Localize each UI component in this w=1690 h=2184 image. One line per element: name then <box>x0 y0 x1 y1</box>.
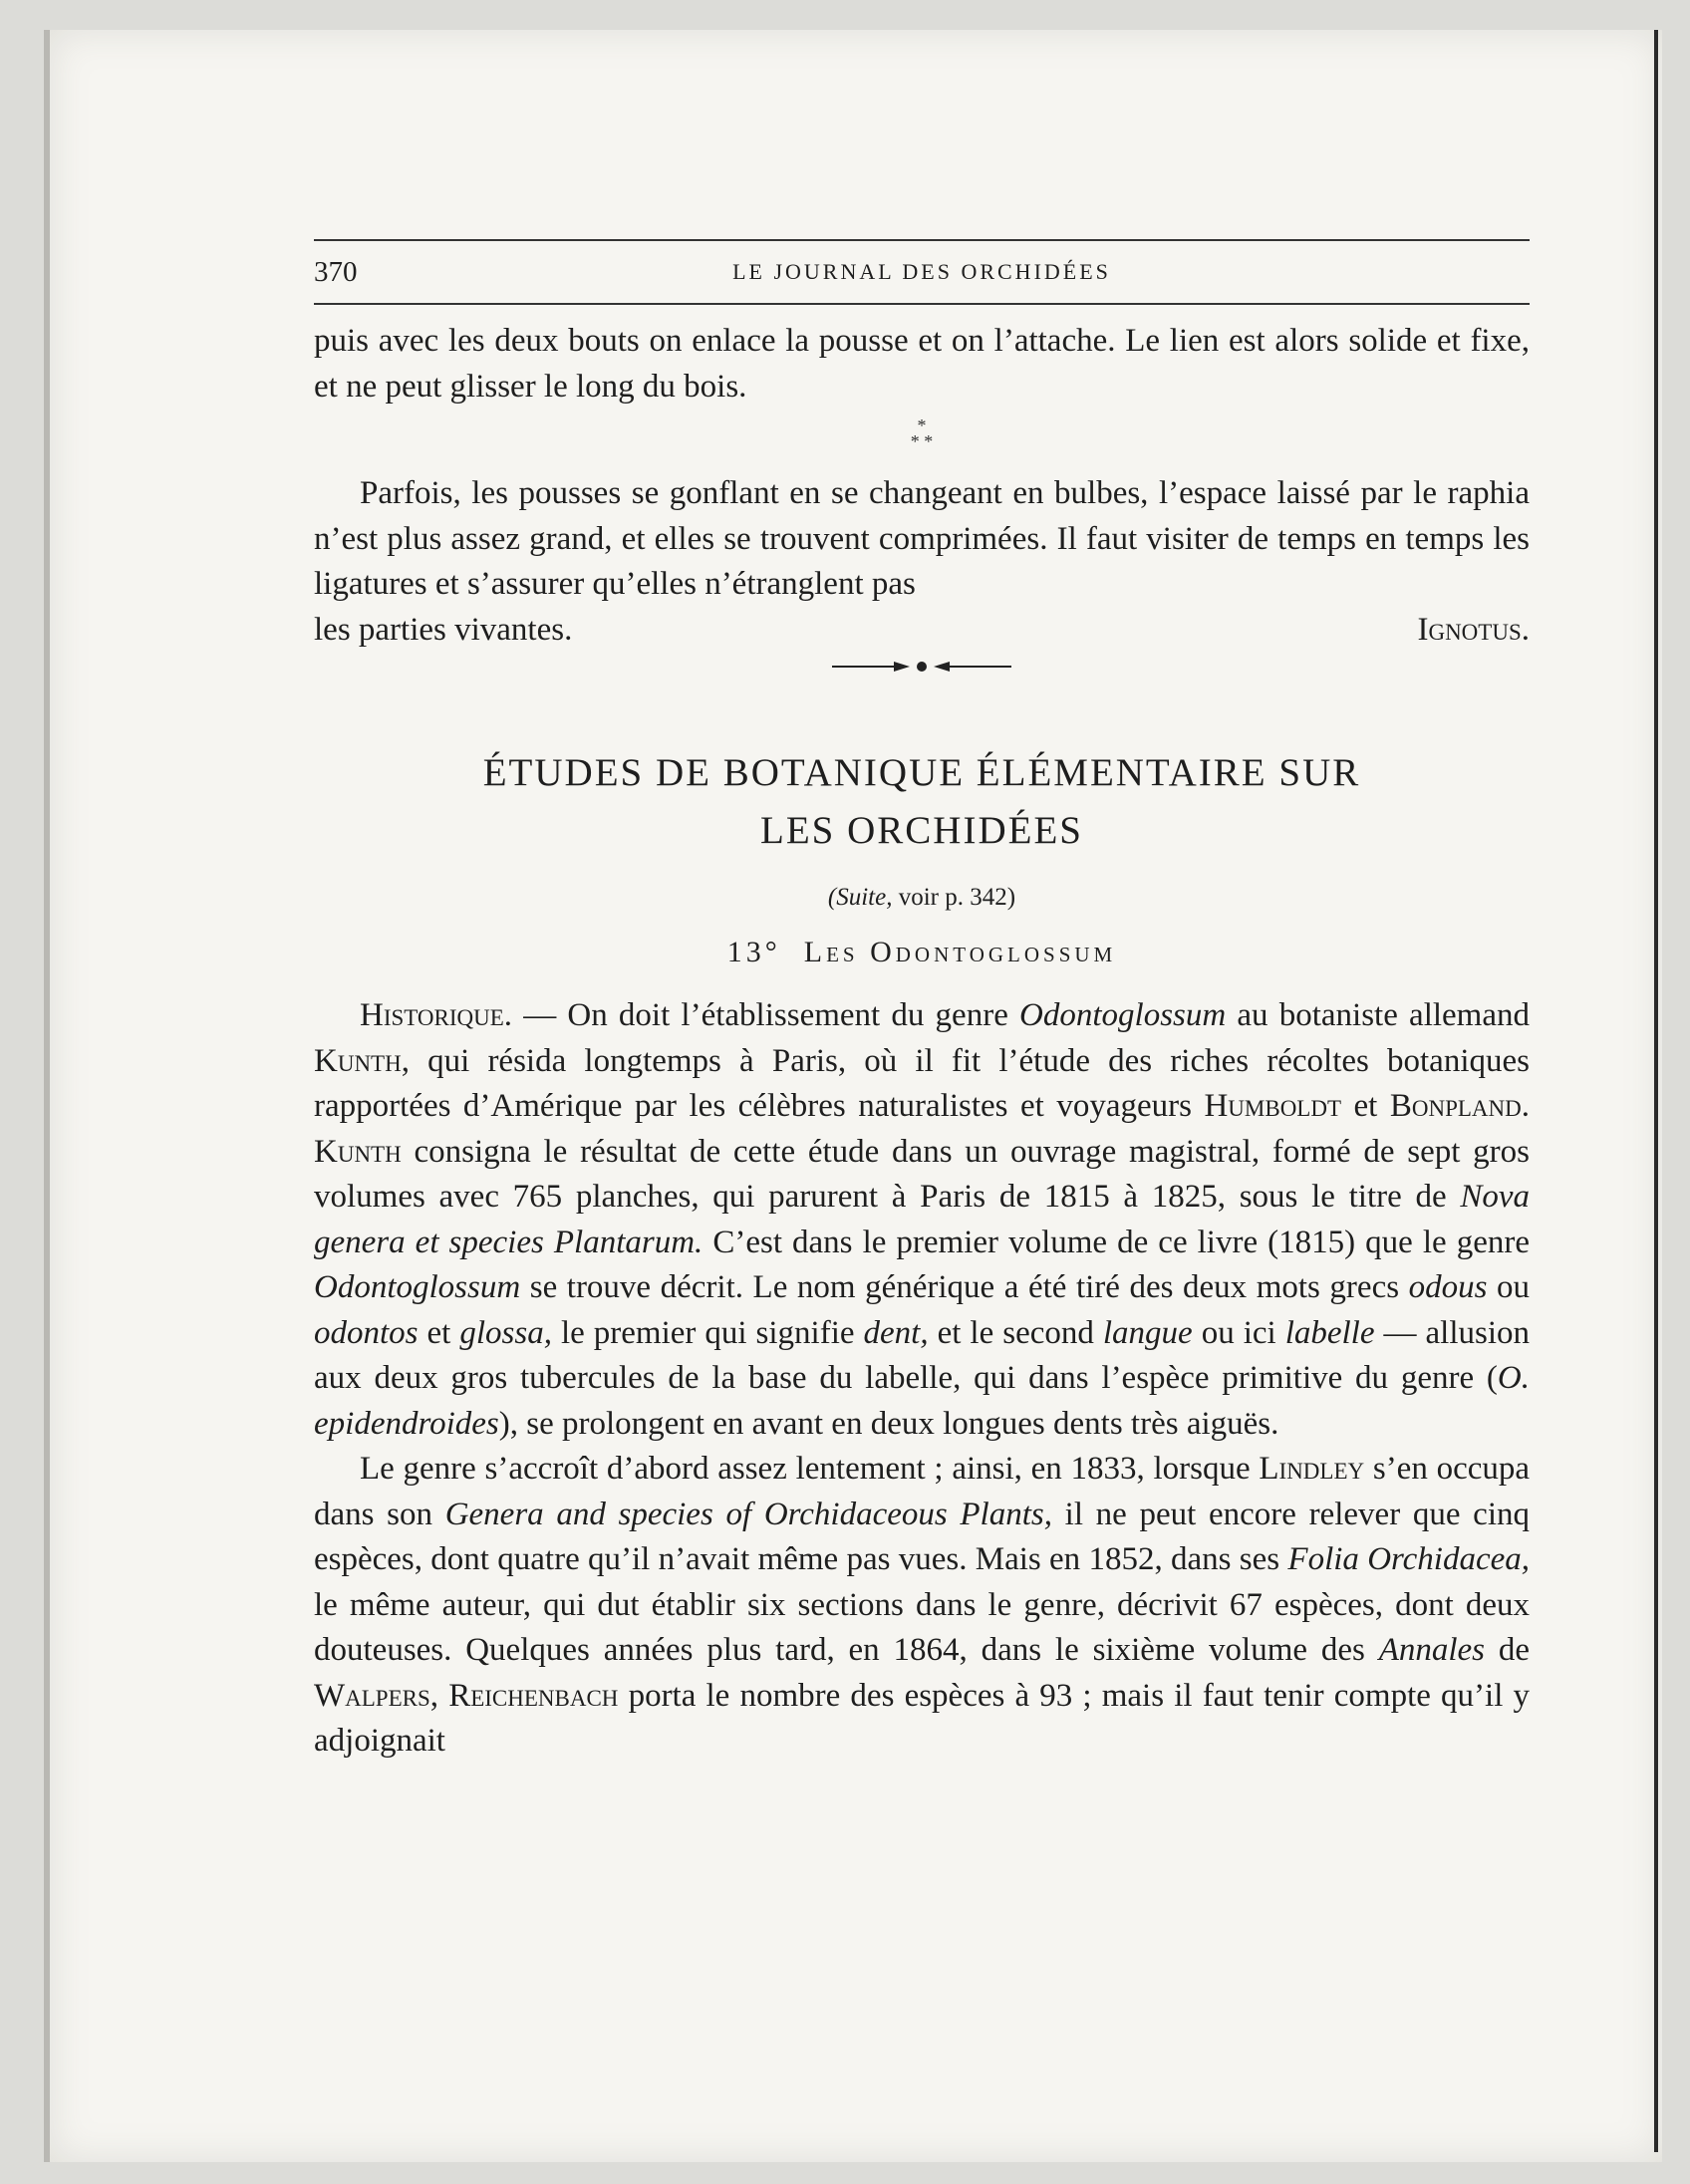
page-number: 370 <box>314 255 358 288</box>
asterism-top: * <box>917 415 927 435</box>
page-content <box>314 239 1530 1765</box>
header-rule-bottom <box>314 303 1530 305</box>
paragraph-2-last-line: les parties vivantes. <box>314 611 573 648</box>
article-subtitle <box>314 884 1530 912</box>
subtitle-italic: (Suite, <box>827 884 893 911</box>
article-title <box>314 744 1530 860</box>
section-title: Les Odontoglossum <box>803 936 1117 968</box>
asterism-bottom: * * <box>910 431 934 451</box>
article-title-line-2: LES ORCHIDÉES <box>760 809 1083 852</box>
author-signature: Ignotus. <box>1417 611 1530 648</box>
signature-line <box>314 608 1530 654</box>
previous-article-paragraph-1: puis avec les deux bouts on enlace la pousse et on l’attache. Le lien est alors solide et fixe, et ne peut glisser le long du bois. <box>314 323 1530 405</box>
section-heading <box>314 936 1530 969</box>
subtitle-rest: voir p. 342) <box>892 884 1016 911</box>
book-page <box>50 30 1662 2162</box>
asterism-separator <box>314 417 1530 449</box>
article-paragraph-historique: Historique. — On doit l’établissement du genre Odontoglossum au botaniste allemand Kunth, qui résida longtemps à Paris, où il fit l’étude des riches récoltes botaniques rapportées d’Amérique par les célèbres naturalistes et voyageurs Humboldt et Bonpland. Kunth consigna le résultat de cette étude dans un ouvrage magistral, formé de sept gros volumes avec 765 planches, qui parurent à Paris de 1815 à 1825, sous le titre de Nova genera et species Plantarum. C’est dans le premier volume de ce livre (1815) que le genre Odontoglossum se trouve décrit. Le nom générique a été tiré des deux mots grecs odous ou odontos et glossa, le premier qui signifie dent, et le second langue ou ici labelle — allusion aux deux gros tubercules de la base du labelle, qui dans l’espèce primitive du genre (O. epidendroides), se prolongent en avant en deux longues dents très aiguës. <box>314 997 1530 1442</box>
scan-page-edge-right <box>1654 30 1658 2152</box>
article-paragraph-2: Le genre s’accroît d’abord assez lentement ; ainsi, en 1833, lorsque Lindley s’en occupa dans son Genera and species of Orchidaceous Plants, il ne peut encore relever que cinq espèces, dont quatre qu’il n’avait même pas vues. Mais en 1852, dans ses Folia Orchidacea, le même auteur, qui dut établir six sections dans le genre, décrivit 67 espèces, dont deux douteuses. Quelques années plus tard, en 1864, dans le sixième volume des Annales de Walpers, Reichenbach porta le nombre des espèces à 93 ; mais il faut tenir compte qu’il y adjoignait <box>314 1451 1531 1759</box>
previous-article-paragraph-2: Parfois, les pousses se gonflant en se changeant en bulbes, l’espace laissé par le raphia n’est plus assez grand, et elles se trouvent comprimées. Il faut visiter de temps en temps les ligatures et s’assurer qu’elles n’étranglent pas <box>314 475 1530 602</box>
section-number: 13° <box>726 936 781 968</box>
running-head <box>314 241 1530 303</box>
section-divider-ornament <box>832 659 1011 675</box>
journal-title: LE JOURNAL DES ORCHIDÉES <box>732 259 1111 284</box>
article-title-line-1: ÉTUDES DE BOTANIQUE ÉLÉMENTAIRE SUR <box>482 751 1361 794</box>
